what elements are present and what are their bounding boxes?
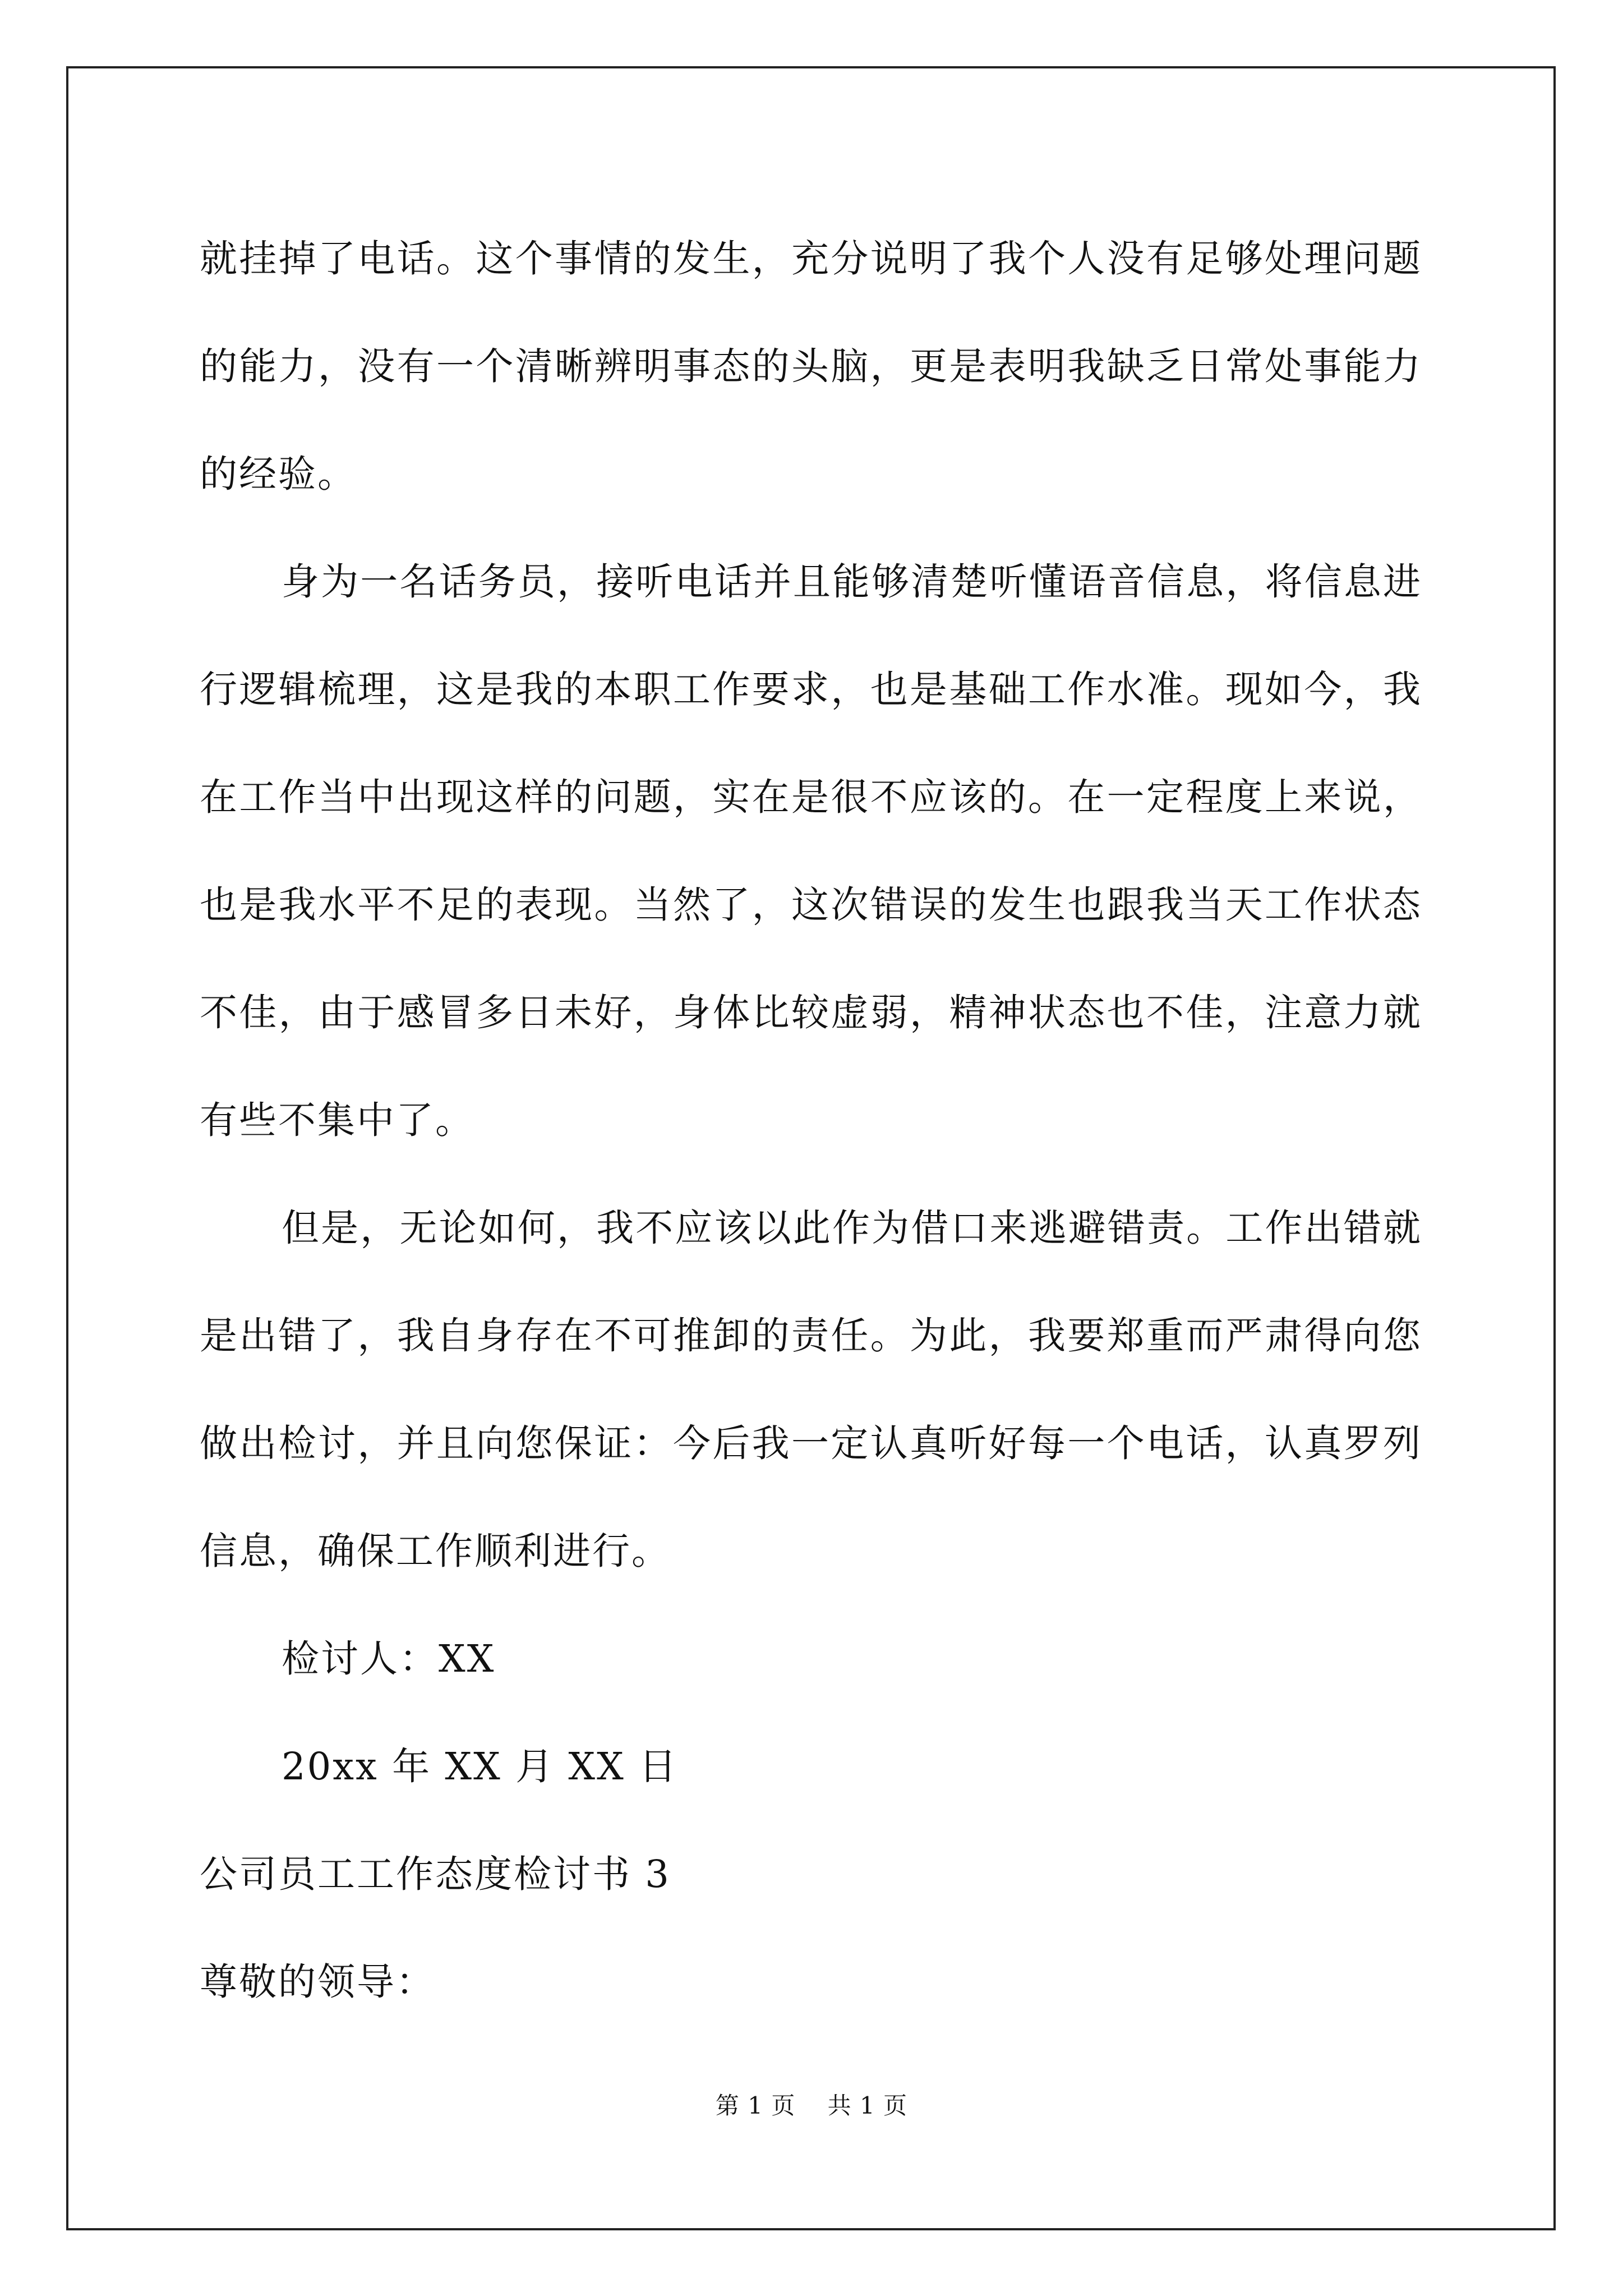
paragraph-apology-pledge: 但是，无论如何，我不应该以此作为借口来逃避错责。工作出错就是出错了，我自身存在不可推卸的责任。为此，我要郑重而严肃得向您做出检讨，并且向您保证：今后我一定认真听好每一个电话，认真罗列信息，确保工作顺利进行。 [200, 1206, 1422, 1573]
date-line: 20xx 年 XX 月 XX 日 [282, 1745, 679, 1788]
page-number-footer: 第 1 页 共 1 页 [715, 2092, 908, 2119]
document-body [200, 205, 1422, 2036]
salutation: 尊敬的领导： [200, 1960, 435, 2004]
paragraph-continuation: 就挂掉了电话。这个事情的发生，充分说明了我个人没有足够处理问题的能力，没有一个清晰辨明事态的头脑，更是表明我缺乏日常处事能力的经验。 [200, 237, 1422, 496]
signature-line: 检讨人：XX [282, 1637, 496, 1681]
section-title: 公司员工工作态度检讨书 3 [200, 1852, 671, 1896]
paragraph-operator-duty: 身为一名话务员，接听电话并且能够清楚听懂语音信息，将信息进行逻辑梳理，这是我的本职工作要求，也是基础工作水准。现如今，我在工作当中出现这样的问题，实在是很不应该的。在一定程度上来说，也是我水平不足的表现。当然了，这次错误的发生也跟我当天工作状态不佳，由于感冒多日未好，身体比较虚弱，精神状态也不佳，注意力就有些不集中了。 [200, 560, 1422, 1142]
